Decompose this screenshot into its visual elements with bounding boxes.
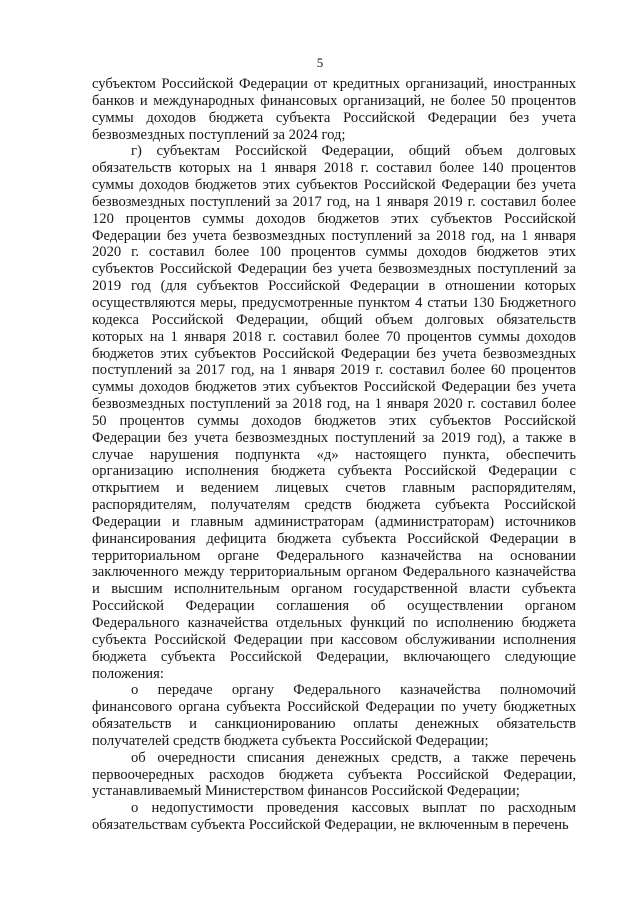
- paragraph-5: о недопустимости проведения кассовых выплат по расходным обязательствам субъекта Российской Федерации, не включенным в перечень: [92, 800, 576, 834]
- paragraph-4: об очередности списания денежных средств, а также перечень первоочередных расходов бюджета субъекта Российской Федерации, устанавливаемый Министерством финансов Российской Федерации;: [92, 749, 576, 800]
- paragraph-1: субъектом Российской Федерации от кредитных организаций, иностранных банков и международных финансовых организаций, не более 50 процентов суммы доходов бюджета субъекта Российской Федерации без учета безвозмездных поступлений за 2024 год;: [92, 76, 576, 143]
- page-number: 5: [316, 55, 324, 70]
- document-body: [92, 76, 576, 834]
- paragraph-2: г) субъектам Российской Федерации, общий объем долговых обязательств которых на 1 января 2018 г. составил более 140 процентов суммы доходов бюджетов этих субъектов Российской Федерации без учета безвозмездных поступлений за 2017 год, на 1 января 2019 г. составил более 120 процентов суммы доходов бюджетов этих субъектов Российской Федерации без учета безвозмездных поступлений за 2018 год, на 1 января 2020 г. составил более 100 процентов суммы доходов бюджетов этих субъектов Российской Федерации без учета безвозмездных поступлений за 2019 год (для субъектов Российской Федерации в отношении которых осуществляются меры, предусмотренные пунктом 4 статьи 130 Бюджетного кодекса Российской Федерации, общий объем долговых обязательств которых на 1 января 2018 г. составил более 70 процентов суммы доходов бюджетов этих субъектов Российской Федерации без учета безвозмездных поступлений за 2017 год, на 1 января 2019 г. составил более 60 процентов суммы доходов бюджетов этих субъектов Российской Федерации без учета безвозмездных поступлений за 2018 год, на 1 января 2020 г. составил более 50 процентов суммы доходов бюджетов этих субъектов Российской Федерации без учета безвозмездных поступлений за 2019 год), а также в случае нарушения подпункта «д» настоящего пункта, обеспечить организацию исполнения бюджета субъекта Российской Федерации с открытием и ведением лицевых счетов главным распорядителям, распорядителям, получателям средств бюджета субъекта Российской Федерации и главным администраторам (администраторам) источников финансирования дефицита бюджета субъекта Российской Федерации в территориальном органе Федерального казначейства на основании заключенного между территориальным органом Федерального казначейства и высшим исполнительным органом государственной власти субъекта Российской Федерации соглашения об осуществлении органом Федерального казначейства отдельных функций по исполнению бюджета субъекта Российской Федерации при кассовом обслуживании исполнения бюджета субъекта Российской Федерации, включающего следующие положения:: [92, 143, 576, 682]
- paragraph-3: о передаче органу Федерального казначейства полномочий финансового органа субъекта Российской Федерации по учету бюджетных обязательств и санкционированию оплаты денежных обязательств получателей средств бюджета субъекта Российской Федерации;: [92, 682, 576, 749]
